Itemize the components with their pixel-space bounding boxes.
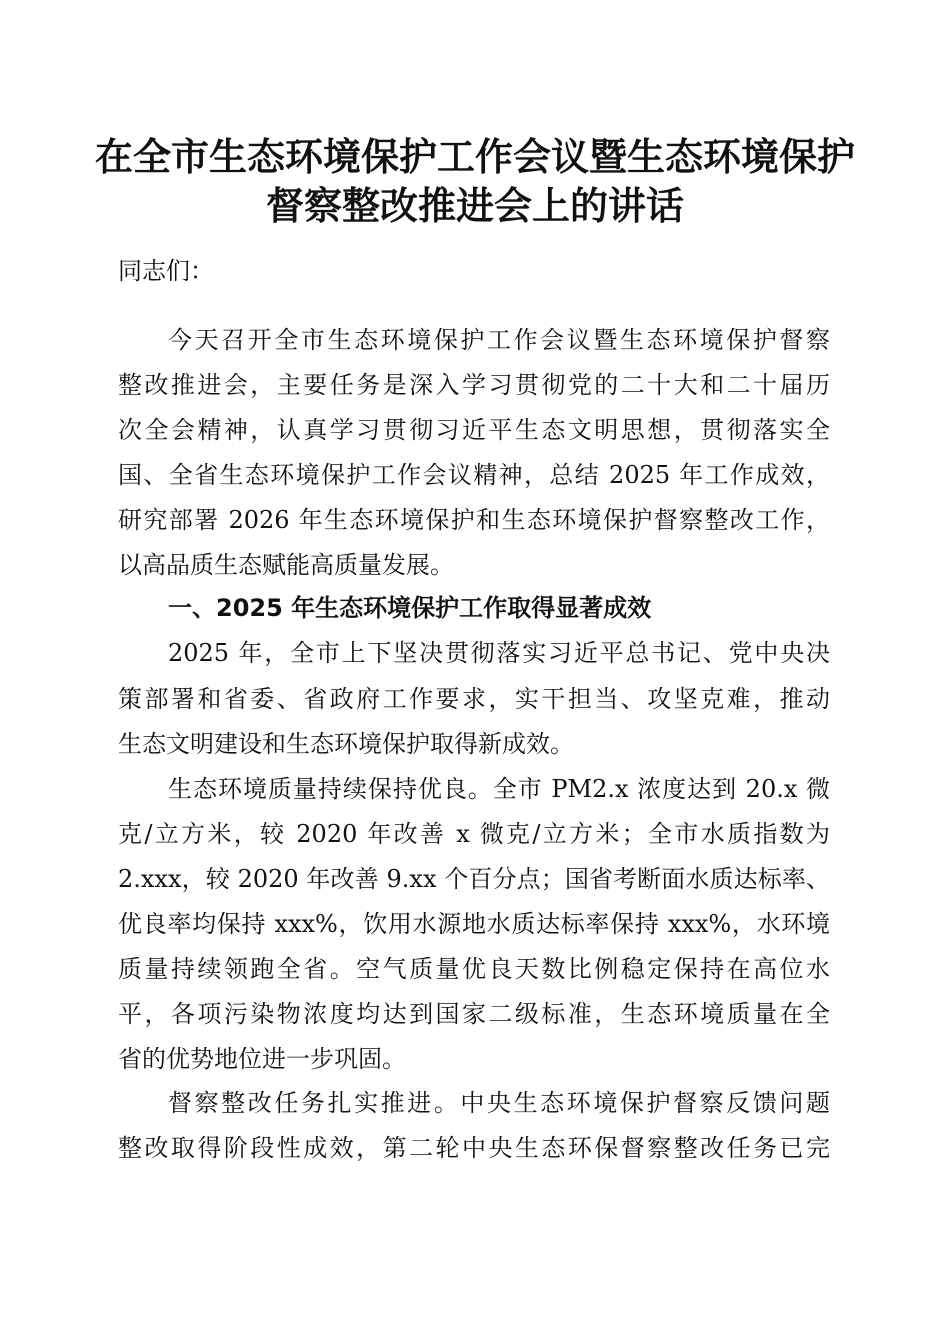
paragraph-1-line-5: 研究部署 2026 年生态环境保护和生态环境保护督察整改工作， (118, 506, 830, 534)
paragraph-3-line-1: 生态环境质量持续保持优良。全市 PM2.x 浓度达到 20.x 微 (168, 775, 830, 803)
paragraph-2-line-3: 生态文明建设和生态环境保护取得新成效。 (118, 730, 574, 758)
paragraph-4-line-2: 整改取得阶段性成效，第二轮中央生态环保督察整改任务已完 (118, 1134, 830, 1162)
paragraph-1-line-1: 今天召开全市生态环境保护工作会议暨生态环境保护督察 (168, 326, 830, 354)
salutation: 同志们： (118, 257, 214, 285)
section-1-heading: 一、2025 年生态环境保护工作取得显著成效 (168, 594, 652, 622)
paragraph-1-line-2: 整改推进会，主要任务是深入学习贯彻党的二十大和二十届历 (118, 371, 830, 399)
paragraph-1-line-3: 次全会精神，认真学习贯彻习近平生态文明思想，贯彻落实全 (118, 416, 830, 444)
paragraph-3-line-7: 省的优势地位进一步巩固。 (118, 1045, 406, 1073)
paragraph-4-line-1: 督察整改任务扎实推进。中央生态环境保护督察反馈问题 (168, 1089, 830, 1117)
document-title-line-1: 在全市生态环境保护工作会议暨生态环境保护 (94, 134, 855, 179)
paragraph-3-line-6: 平，各项污染物浓度均达到国家二级标准，生态环境质量在全 (118, 1000, 830, 1028)
paragraph-1-line-4: 国、全省生态环境保护工作会议精神，总结 2025 年工作成效， (118, 461, 830, 489)
paragraph-1-line-6: 以高品质生态赋能高质量发展。 (118, 551, 454, 579)
paragraph-2-line-2: 策部署和省委、省政府工作要求，实干担当、攻坚克难，推动 (118, 685, 830, 713)
paragraph-3-line-5: 质量持续领跑全省。空气质量优良天数比例稳定保持在高位水 (118, 955, 830, 983)
paragraph-3-line-4: 优良率均保持 xxx%，饮用水源地水质达标率保持 xxx%，水环境 (118, 910, 830, 938)
paragraph-3-line-2: 克/立方米，较 2020 年改善 x 微克/立方米；全市水质指数为 (118, 820, 830, 848)
paragraph-2-line-1: 2025 年，全市上下坚决贯彻落实习近平总书记、党中央决 (168, 639, 830, 667)
paragraph-3-line-3: 2.xxx，较 2020 年改善 9.xx 个百分点；国省考断面水质达标率、 (118, 865, 830, 893)
document-title-line-2: 督察整改推进会上的讲话 (265, 183, 684, 228)
